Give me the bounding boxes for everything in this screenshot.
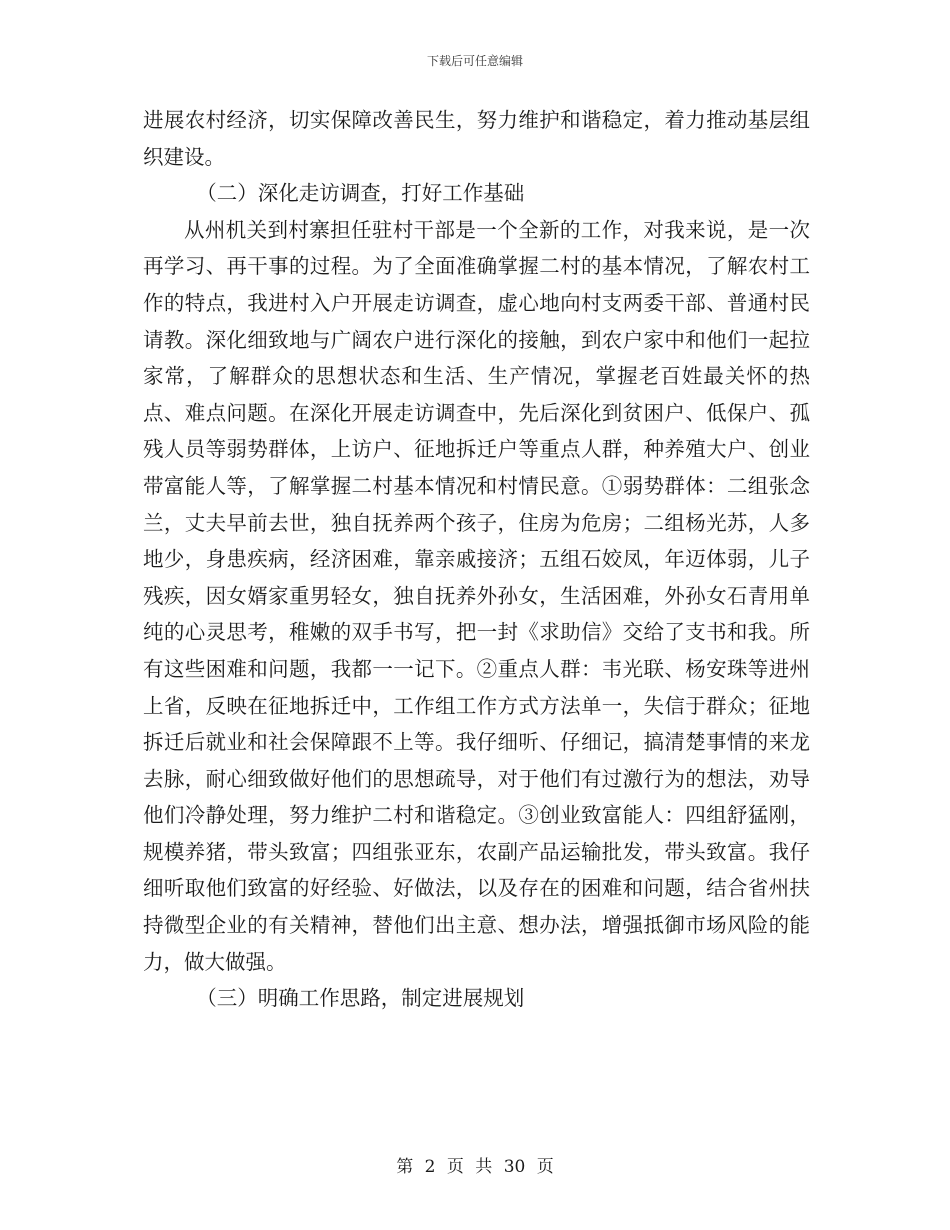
section-heading-2: （二）深化走访调查，打好工作基础 <box>196 181 525 206</box>
paragraph-investigation: 从州机关到村寨担任驻村干部是一个全新的工作，对我来说，是一次再学习、再干事的过程。为了全面准确掌握二村的基本情况，了解农村工作的特点，我进村入户开展走访调查，虚心地向村支两委干部、普通村民请教。深化细致地与广阔农户进行深化的接触，到农户家中和他们一起拉家常，了解群众的思想状态和生活、生产情况，掌握老百姓最关怀的热点、难点问题。在深化开展走访调查中，先后深化到贫困户、低保户、孤残人员等弱势群体，上访户、征地拆迁户等重点人群，种养殖大户、创业带富能人等，了解掌握二村基本情况和村情民意。①弱势群体：二组张念兰，丈夫早前去世，独自抚养两个孩子，住房为危房；二组杨光苏，人多地少，身患疾病，经济困难，靠亲戚接济；五组石姣凤，年迈体弱，儿子残疾，因女婿家重男轻女，独自抚养外孙女，生活困难，外孙女石青用单纯的心灵思考，稚嫩的双手书写，把一封《求助信》交给了支书和我。所有这些困难和问题，我都一一记下。②重点人群：韦光联、杨安珠等进州上省，反映在征地拆迁中，工作组工作方式方法单一，失信于群众；征地拆迁后就业和社会保障跟不上等。我仔细听、仔细记，搞清楚事情的来龙去脉，耐心细致做好他们的思想疏导，对于他们有过激行为的想法，劝导他们冷静处理，努力维护二村和谐稳定。③创业致富能人：四组舒猛刚，规模养猪，带头致富；四组张亚东，农副产品运输批发，带头致富。我仔细听取他们致富的好经验、好做法，以及存在的困难和问题，结合省州扶持微型企业的有关精神，替他们出主意、想办法，增强抵御市场风险的能力，做大做强。 <box>143 217 810 974</box>
page-footer: 第 2 页 共 30 页 <box>396 1157 554 1177</box>
page-header: 下载后可任意编辑 <box>426 54 523 68</box>
section-heading-3: （三）明确工作思路，制定进展规划 <box>196 986 525 1011</box>
paragraph-continued: 进展农村经济，切实保障改善民生，努力维护和谐稳定，着力推动基层组织建设。 <box>143 108 810 169</box>
document-body <box>143 102 810 1017</box>
